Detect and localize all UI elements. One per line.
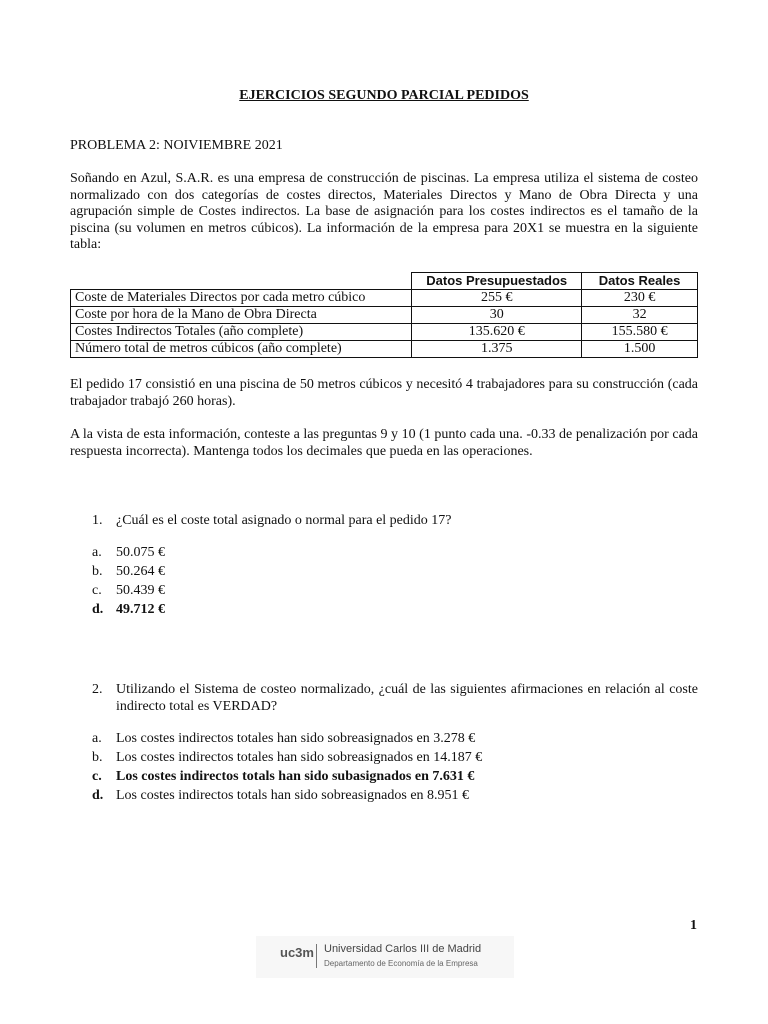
option-letter: c. <box>92 769 102 784</box>
table-cell-actual: 32 <box>582 307 698 324</box>
logo-university-name: Universidad Carlos III de Madrid <box>324 943 482 955</box>
question-number: 1. <box>92 513 103 528</box>
option-letter: d. <box>92 602 104 617</box>
table-cell-actual: 155.580 € <box>582 324 698 341</box>
option-letter: d. <box>92 788 104 803</box>
order-paragraph: El pedido 17 consistió en una piscina de 50 metros cúbicos y necesitó 4 trabajadores para su construcción (cada trabajador trabajó 260 horas). <box>70 377 698 409</box>
table-row <box>71 341 698 358</box>
table-header-cell <box>71 273 412 290</box>
instructions-paragraph: A la vista de esta información, conteste a las preguntas 9 y 10 (1 punto cada una. -0.33 de penalización por cada respuesta incorrecta). Mantenga todos los decimales que pueda en las operaciones. <box>70 427 698 459</box>
table-cell-budget: 135.620 € <box>412 324 582 341</box>
option-text: 50.264 € <box>116 564 165 579</box>
table-cell-actual: 1.500 <box>582 341 698 358</box>
logo-department-name: Departamento de Economía de la Empresa <box>324 959 478 968</box>
logo-divider <box>316 944 317 968</box>
page-number: 1 <box>690 918 697 933</box>
option-text: Los costes indirectos totals han sido subasignados en 7.631 € <box>116 769 475 784</box>
table-cell-label: Número total de metros cúbicos (año complete) <box>71 341 412 358</box>
table-header-row <box>71 273 698 290</box>
option-letter: a. <box>92 731 102 746</box>
table-cell-label: Coste de Materiales Directos por cada metro cúbico <box>71 290 412 307</box>
problem-heading: PROBLEMA 2: NOIVIEMBRE 2021 <box>70 138 283 153</box>
document-title: EJERCICIOS SEGUNDO PARCIAL PEDIDOS <box>239 88 529 103</box>
university-logo <box>256 936 514 978</box>
table-row <box>71 324 698 341</box>
option-text: 49.712 € <box>116 602 165 617</box>
table-cell-label: Costes Indirectos Totales (año complete) <box>71 324 412 341</box>
option-text: 50.075 € <box>116 545 165 560</box>
table-cell-budget: 1.375 <box>412 341 582 358</box>
table-cell-label: Coste por hora de la Mano de Obra Directa <box>71 307 412 324</box>
option-letter: b. <box>92 564 103 579</box>
option-letter: c. <box>92 583 102 598</box>
question-text: Utilizando el Sistema de costeo normalizado, ¿cuál de las siguientes afirmaciones en relación al coste indirecto total es VERDAD? <box>116 682 698 714</box>
table-row <box>71 290 698 307</box>
option-text: Los costes indirectos totales han sido sobreasignados en 3.278 € <box>116 731 476 746</box>
option-letter: a. <box>92 545 102 560</box>
question-number: 2. <box>92 682 103 697</box>
question-text: ¿Cuál es el coste total asignado o normal para el pedido 17? <box>116 513 452 528</box>
table-cell-actual: 230 € <box>582 290 698 307</box>
table-cell-budget: 255 € <box>412 290 582 307</box>
data-table <box>70 272 698 358</box>
logo-mark: uc3m <box>280 945 314 960</box>
option-text: Los costes indirectos totals han sido sobreasignados en 8.951 € <box>116 788 470 803</box>
table-row <box>71 307 698 324</box>
option-letter: b. <box>92 750 103 765</box>
table-header-cell: Datos Reales <box>582 273 698 290</box>
intro-paragraph: Soñando en Azul, S.A.R. es una empresa de construcción de piscinas. La empresa utiliza el sistema de costeo normalizado con dos categorías de costes directos, Materiales Directos y Mano de Obra Directa y una agrupación simple de Costes indirectos. La base de asignación para los costes indirectos es el tamaño de la piscina (su volumen en metros cúbicos). La información de la empresa para 20X1 se muestra en la siguiente tabla: <box>70 171 698 252</box>
table-header-cell: Datos Presupuestados <box>412 273 582 290</box>
option-text: Los costes indirectos totales han sido sobreasignados en 14.187 € <box>116 750 483 765</box>
table-cell-budget: 30 <box>412 307 582 324</box>
option-text: 50.439 € <box>116 583 165 598</box>
